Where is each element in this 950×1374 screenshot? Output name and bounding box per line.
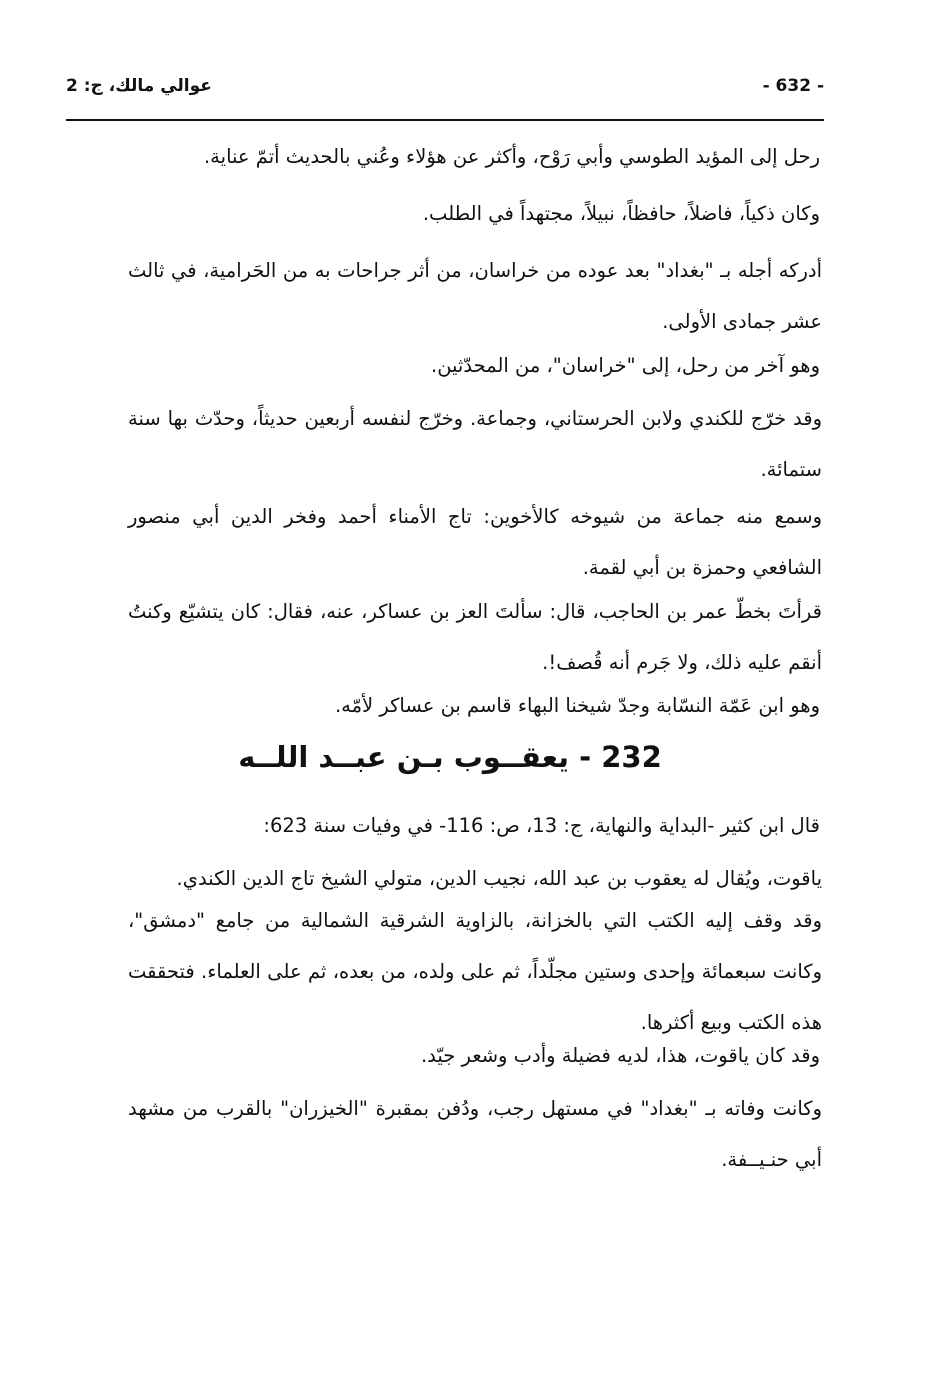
paragraph-compilations: وقد خرّج للكندي ولابن الحرستاني، وجماعة. وخرّج لنفسه أربعين حديثاً، وحدّث بها سنة ستمائة. (128, 407, 822, 481)
paragraph-lineage: وهو ابن عَمّة النسّابة وجدّ شيخنا البهاء قاسم بن عساكر لأمّه. (334, 694, 820, 717)
running-title: عوالي مالك، ج: 2 (66, 76, 212, 96)
paragraph-books-endowment: وقد وقف إليه الكتب التي بالخزانة، بالزاوية الشرقية الشمالية من جامع "دمشق"، وكانت سبعمائة وإحدى وستين مجلّداً، ثم على ولده، من بعده، ثم على العلماء. فتحققت هذه الكتب وبيع أكثرها. (128, 909, 822, 1034)
paragraph-ibn-hajib: قرأتَ بخطّ عمر بن الحاجب، قال: سألتَ العز بن عساكر، عنه، فقال: كان يتشيّع وكنتُ أنقم عليه ذلك، ولا جَرم أنه قُصف!. (128, 600, 822, 674)
header-divider (66, 119, 824, 121)
page-header (66, 74, 824, 104)
paragraph-virtues: وقد كان ياقوت، هذا، لديه فضيلة وأدب وشعر جيّد. (420, 1044, 820, 1067)
paragraph-character: وكان ذكياً، فاضلاً، حافظاً، نبيلاً، مجتهداً في الطلب. (422, 202, 820, 225)
paragraph-last-traveller: وهو آخر من رحل، إلى "خراسان"، من المحدّثين. (431, 354, 820, 377)
paragraph-yaqut-intro: ياقوت، ويُقال له يعقوب بن عبد الله، نجيب الدين، متولي الشيخ تاج الدين الكندي. (176, 867, 822, 890)
paragraph-burial: وكانت وفاته بـ "بغداد" في مستهل رجب، ودُفن بمقبرة "الخيزران" بالقرب من مشهد أبي حنـيــفة. (128, 1097, 822, 1171)
paragraph-students: وسمع منه جماعة من شيوخه كالأخوين: تاج الأمناء أحمد وفخر الدين أبي منصور الشافعي وحمزة بن أبي لقمة. (128, 505, 822, 579)
paragraph-death: أدركه أجله بـ "بغداد" بعد عوده من خراسان، من أثر جراحات به من الحَرامية، في ثالث عشر جمادى الأولى. (128, 259, 822, 333)
page-number: - 632 - (762, 76, 824, 96)
paragraph-travel: رحل إلى المؤيد الطوسي وأبي رَوْح، وأكثر عن هؤلاء وعُني بالحديث أتمّ عناية. (203, 145, 820, 168)
section-heading: 232 - يعقــوب بـن عبــد اللــه (238, 740, 662, 774)
paragraph-source-citation: قال ابن كثير -البداية والنهاية، ج: 13، ص: 116- في وفيات سنة 623: (263, 814, 820, 837)
